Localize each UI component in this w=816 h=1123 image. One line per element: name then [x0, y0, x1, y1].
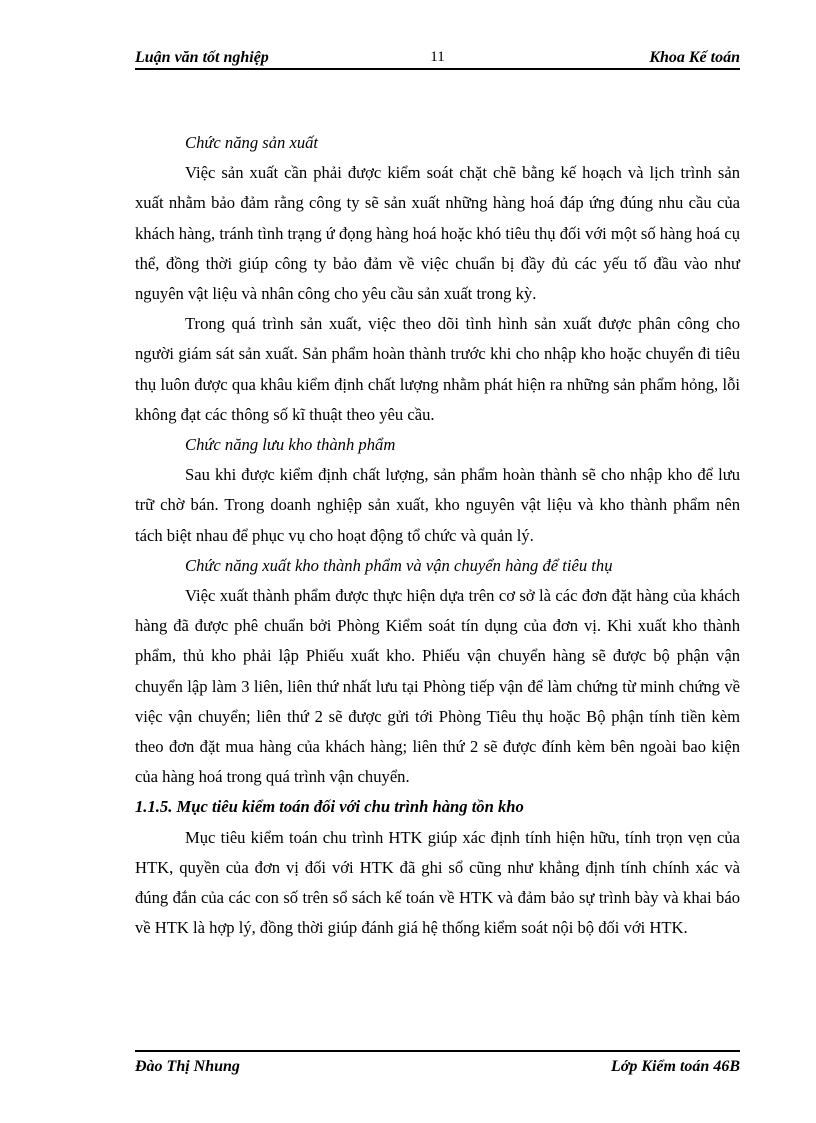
section-heading: 1.1.5. Mục tiêu kiểm toán đối với chu trình hàng tồn kho	[135, 797, 524, 817]
subsection-shipping: Chức năng xuất kho thành phẩm và vận chuyển hàng để tiêu thụ	[185, 555, 613, 575]
page-header	[135, 46, 740, 70]
footer-class: Lớp Kiểm toán 46B	[610, 1058, 740, 1075]
page-body	[135, 128, 740, 943]
page-number: 11	[430, 49, 445, 65]
paragraph: Mục tiêu kiểm toán chu trình HTK giúp xác định tính hiện hữu, tính trọn vẹn của HTK, quyền của đơn vị đối với HTK đã ghi sổ cũng như khẳng định tính chính xác và đúng đắn của các con số trên sổ sách kế toán về HTK và đảm bảo sự trình bày và khai báo về HTK là hợp lý, đồng thời giúp đánh giá hệ thống kiểm soát nội bộ đối với HTK.	[135, 827, 740, 938]
paragraph: Việc sản xuất cần phải được kiểm soát chặt chẽ bằng kế hoạch và lịch trình sản xuất nhằm bảo đảm rằng công ty sẽ sản xuất những hàng hoá đáp ứng đúng nhu cầu của khách hàng, tránh tình trạng ứ đọng hàng hoá hoặc khó tiêu thụ đối với một số hàng hoá cụ thể, đồng thời giúp công ty bảo đảm về việc chuẩn bị đầy đủ các yếu tố đầu vào như nguyên vật liệu và nhân công cho yêu cầu sản xuất trong kỳ.	[135, 163, 740, 304]
paragraph: Sau khi được kiểm định chất lượng, sản phẩm hoàn thành sẽ cho nhập kho để lưu trữ chờ bán. Trong doanh nghiệp sản xuất, kho nguyên vật liệu và kho thành phẩm nên tách biệt nhau để phục vụ cho hoạt động tổ chức và quản lý.	[135, 465, 740, 545]
paragraph: Trong quá trình sản xuất, việc theo dõi tình hình sản xuất được phân công cho người giám sát sản xuất. Sản phẩm hoàn thành trước khi cho nhập kho hoặc chuyển đi tiêu thụ luôn được qua khâu kiểm định chất lượng nhằm phát hiện ra những sản phẩm hỏng, lỗi không đạt các thông số kĩ thuật theo yêu cầu.	[135, 314, 740, 424]
subsection-production: Chức năng sản xuất	[185, 133, 319, 152]
footer-author: Đào Thị Nhung	[135, 1058, 240, 1075]
header-department: Khoa Kế toán	[649, 49, 740, 66]
paragraph: Việc xuất thành phẩm được thực hiện dựa trên cơ sở là các đơn đặt hàng của khách hàng đã được phê chuẩn bởi Phòng Kiểm soát tín dụng của đơn vị. Khi xuất kho thành phẩm, thủ kho phải lập Phiếu xuất kho. Phiếu vận chuyển hàng sẽ được bộ phận vận chuyển lập làm 3 liên, liên thứ nhất lưu tại Phòng tiếp vận để làm chứng từ minh chứng về việc vận chuyển; liên thứ 2 sẽ được gửi tới Phòng Tiêu thụ hoặc Bộ phận tính tiền kèm theo đơn đặt mua hàng của khách hàng; liên thứ 2 sẽ được đính kèm bên ngoài bao kiện của hàng hoá trong quá trình vận chuyển.	[135, 586, 740, 787]
page-footer	[135, 1050, 740, 1078]
header-thesis-label: Luận văn tốt nghiệp	[135, 49, 269, 66]
subsection-storage: Chức năng lưu kho thành phẩm	[185, 435, 396, 455]
